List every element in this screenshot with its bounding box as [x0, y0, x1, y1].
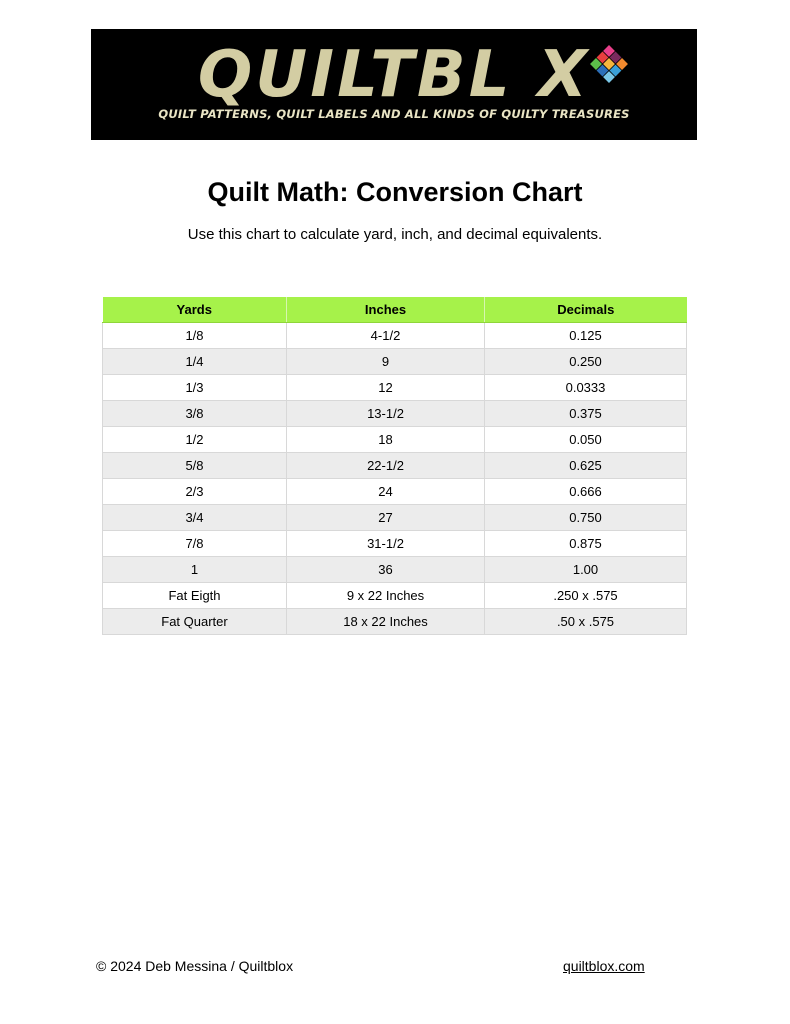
page-subtitle: Use this chart to calculate yard, inch, and decimal equivalents. — [187, 226, 603, 243]
table-row — [103, 479, 687, 505]
inches-cell: 9 — [287, 349, 485, 375]
inches-cell: 18 — [287, 427, 485, 453]
inches-cell: 36 — [287, 557, 485, 583]
decimals-cell: 1.00 — [485, 557, 687, 583]
yards-cell: 2/3 — [103, 479, 287, 505]
yards-cell: 3/4 — [103, 505, 287, 531]
decimals-cell: 0.250 — [485, 349, 687, 375]
inches-cell: 22-1/2 — [287, 453, 485, 479]
logo-tagline: QUILT PATTERNS, QUILT LABELS AND ALL KINDS OF QUILTY TREASURES — [158, 107, 630, 121]
table-row — [103, 427, 687, 453]
yards-cell: 7/8 — [103, 531, 287, 557]
table-row — [103, 453, 687, 479]
table-row — [103, 531, 687, 557]
column-header-inches: Inches — [287, 297, 485, 323]
decimals-cell: 0.375 — [485, 401, 687, 427]
inches-cell: 24 — [287, 479, 485, 505]
footer-copyright: © 2024 Deb Messina / Quiltblox — [96, 958, 294, 974]
column-header-decimals: Decimals — [485, 297, 687, 323]
inches-cell: 18 x 22 Inches — [287, 609, 485, 635]
yards-cell: 1/8 — [103, 323, 287, 349]
quiltblox-logo-banner — [91, 29, 697, 140]
decimals-cell: 0.0333 — [485, 375, 687, 401]
decimals-cell: 0.750 — [485, 505, 687, 531]
inches-cell: 13-1/2 — [287, 401, 485, 427]
footer-website-link[interactable]: quiltblox.com — [563, 958, 645, 974]
yards-cell: 1/3 — [103, 375, 287, 401]
yards-cell: 1/4 — [103, 349, 287, 375]
table-row — [103, 505, 687, 531]
decimals-cell: 0.625 — [485, 453, 687, 479]
inches-cell: 9 x 22 Inches — [287, 583, 485, 609]
decimals-cell: .50 x .575 — [485, 609, 687, 635]
table-header-row — [103, 297, 687, 323]
decimals-cell: 0.050 — [485, 427, 687, 453]
table-row — [103, 375, 687, 401]
yards-cell: 3/8 — [103, 401, 287, 427]
inches-cell: 4-1/2 — [287, 323, 485, 349]
inches-cell: 27 — [287, 505, 485, 531]
decimals-cell: 0.875 — [485, 531, 687, 557]
yards-cell: Fat Quarter — [103, 609, 287, 635]
table-row — [103, 557, 687, 583]
decimals-cell: .250 x .575 — [485, 583, 687, 609]
decimals-cell: 0.666 — [485, 479, 687, 505]
decimals-cell: 0.125 — [485, 323, 687, 349]
table-row — [103, 609, 687, 635]
column-header-yards: Yards — [103, 297, 287, 323]
quilt-block-diamond-icon — [588, 43, 630, 85]
yards-cell: 1/2 — [103, 427, 287, 453]
yards-cell: 1 — [103, 557, 287, 583]
yards-cell: Fat Eigth — [103, 583, 287, 609]
inches-cell: 31-1/2 — [287, 531, 485, 557]
table-row — [103, 323, 687, 349]
table-row — [103, 583, 687, 609]
table-row — [103, 401, 687, 427]
inches-cell: 12 — [287, 375, 485, 401]
table-row — [103, 349, 687, 375]
conversion-table — [102, 297, 687, 635]
yards-cell: 5/8 — [103, 453, 287, 479]
page-title: Quilt Math: Conversion Chart — [207, 177, 583, 207]
logo-wordmark: QUILTBL X — [197, 38, 591, 112]
